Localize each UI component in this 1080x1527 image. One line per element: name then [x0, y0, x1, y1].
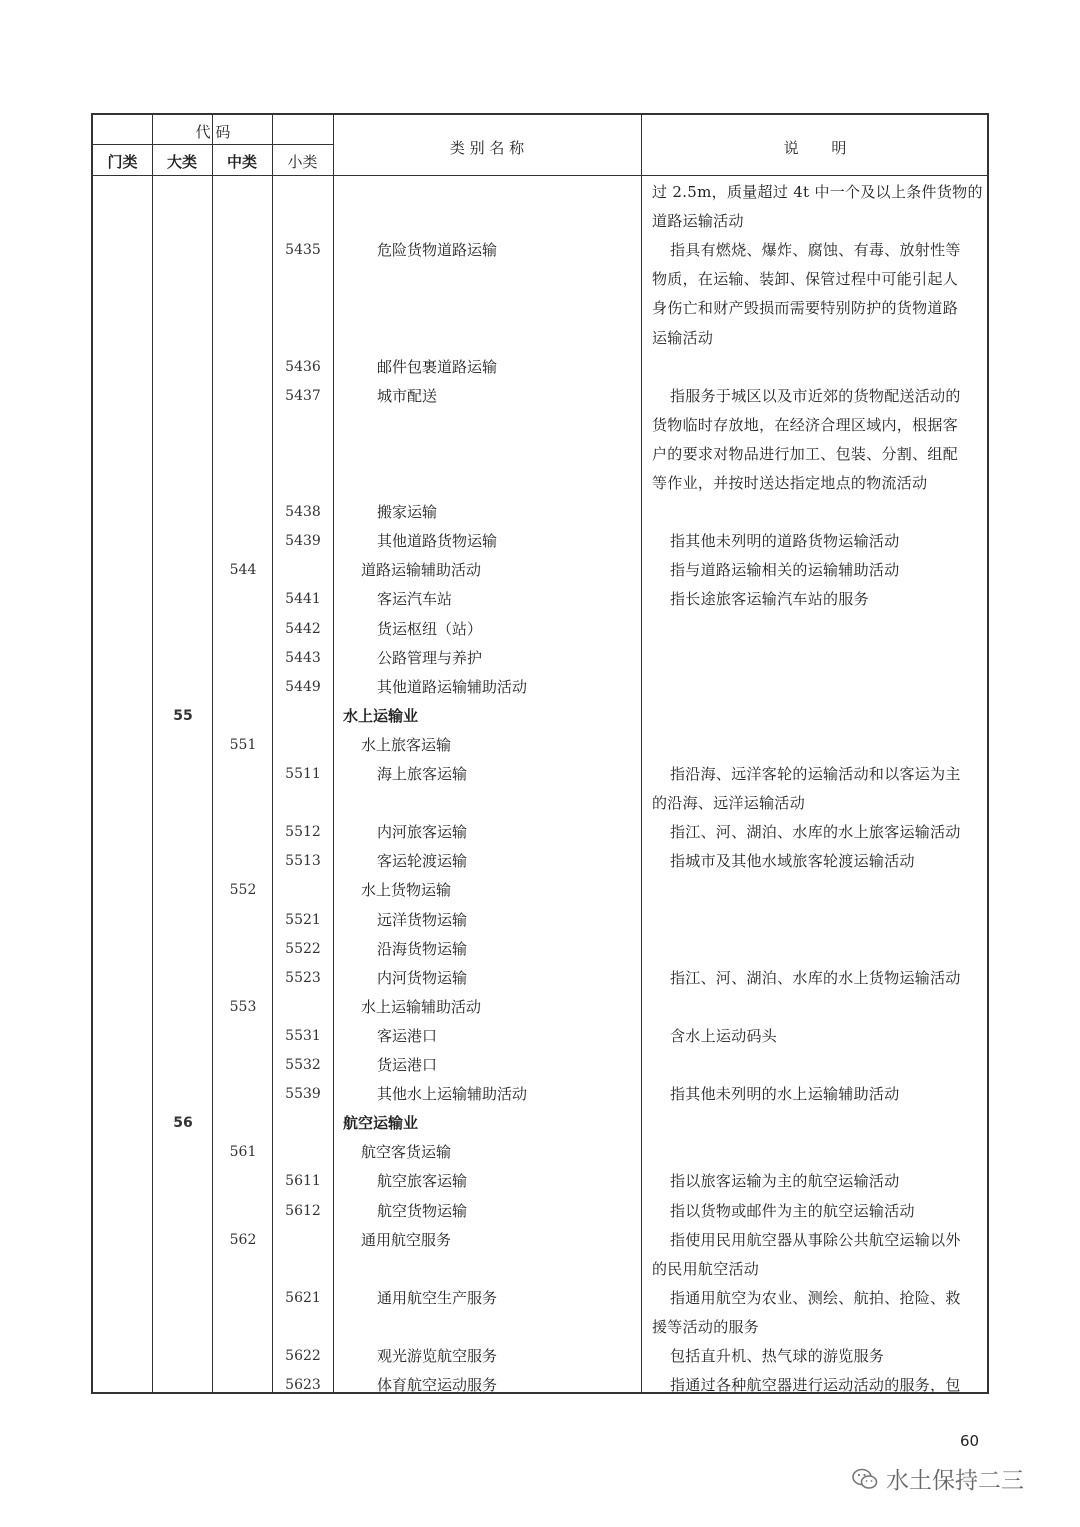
- xiaolei-code: 5449: [285, 678, 321, 695]
- category-name: 客运港口: [377, 1026, 438, 1045]
- table-row: [93, 1080, 987, 1109]
- classification-table: [91, 113, 989, 1394]
- table-row: [93, 353, 987, 382]
- table-row: [93, 789, 987, 818]
- description-text: 指长途旅客运输汽车站的服务: [670, 590, 869, 609]
- header-category-name: 类 别 名 称: [449, 139, 525, 157]
- category-name: 邮件包裹道路运输: [377, 357, 498, 376]
- category-name: 其他道路货物运输: [377, 532, 498, 551]
- category-name: 通用航空服务: [361, 1230, 452, 1249]
- table-row: [93, 1284, 987, 1313]
- description-text: 包括直升机、热气球的游览服务: [670, 1347, 885, 1365]
- table-row: [93, 207, 987, 236]
- xiaolei-code: 5621: [285, 1289, 321, 1306]
- xiaolei-code: 5611: [285, 1173, 321, 1190]
- category-name: 其他道路运输辅助活动: [377, 677, 528, 696]
- category-name: 海上旅客运输: [377, 765, 468, 783]
- table-row: [93, 382, 987, 411]
- header-description: 说 明: [783, 139, 847, 157]
- description-text: 等作业，并按时送达指定地点的物流活动: [652, 474, 928, 492]
- header-code: 代 码: [195, 123, 231, 141]
- table-row: [93, 178, 987, 207]
- xiaolei-code: 5513: [285, 853, 321, 870]
- header-divider: [93, 144, 333, 145]
- description-text: 含水上运动码头: [670, 1026, 778, 1045]
- watermark-text: 水土保持二三: [886, 1468, 1024, 1494]
- description-text: 指江、河、湖泊、水库的水上旅客运输活动: [670, 823, 961, 842]
- table-row: [93, 993, 987, 1022]
- description-text: 物质，在运输、装卸、保管过程中可能引起人: [652, 270, 959, 289]
- table-row: [93, 702, 987, 731]
- category-name: 水上运输辅助活动: [361, 997, 482, 1016]
- category-name: 航空旅客运输: [377, 1172, 468, 1191]
- xiaolei-code: 5436: [285, 358, 321, 375]
- table-row: [93, 1167, 987, 1196]
- category-name: 航空客货运输: [361, 1143, 452, 1162]
- description-text: 指通过各种航空器进行运动活动的服务，包: [670, 1376, 961, 1395]
- category-name: 水上运输业: [343, 706, 419, 725]
- category-name: 货运港口: [377, 1056, 438, 1074]
- table-row: [93, 760, 987, 789]
- description-text: 指其他未列明的道路货物运输活动: [670, 532, 900, 551]
- table-row: [93, 469, 987, 498]
- category-name: 城市配送: [377, 386, 438, 405]
- description-text: 指通用航空为农业、测绘、航拍、抢险、救: [670, 1288, 961, 1307]
- description-text: 指城市及其他水域旅客轮渡运输活动: [670, 852, 915, 871]
- xiaolei-code: 5511: [285, 766, 321, 782]
- table-row: [93, 440, 987, 469]
- xiaolei-code: 5441: [285, 591, 321, 608]
- description-text: 货物临时存放地，在经济合理区域内，根据客: [652, 415, 959, 434]
- category-name: 道路运输辅助活动: [361, 561, 482, 580]
- table-row: [93, 1342, 987, 1371]
- table-row: [93, 556, 987, 585]
- table-row: [93, 1313, 987, 1342]
- category-name: 水上旅客运输: [361, 735, 452, 754]
- category-name: 水上货物运输: [361, 881, 452, 900]
- description-text: 身伤亡和财产毁损而需要特别防护的货物道路: [652, 299, 959, 318]
- category-name: 内河货物运输: [377, 968, 468, 987]
- table-row: [93, 876, 987, 905]
- xiaolei-code: 5522: [285, 940, 321, 957]
- zhonglei-code: 552: [229, 882, 257, 899]
- table-row: [93, 644, 987, 673]
- description-text: 指以货物或邮件为主的航空运输活动: [670, 1201, 915, 1220]
- description-text: 过 2.5m，质量超过 4t 中一个及以上条件货物的: [652, 183, 983, 201]
- header-menlei: 门类: [107, 153, 138, 171]
- xiaolei-code: 5443: [285, 649, 321, 666]
- category-name: 客运汽车站: [377, 590, 453, 609]
- xiaolei-code: 5622: [285, 1348, 321, 1364]
- table-row: [93, 731, 987, 760]
- wechat-icon: [852, 1468, 878, 1496]
- description-text: 的民用航空活动: [652, 1259, 760, 1278]
- table-row: [93, 906, 987, 935]
- description-text: 指与道路运输相关的运输辅助活动: [670, 561, 900, 580]
- description-text: 的沿海、远洋运输活动: [652, 794, 806, 813]
- watermark: [852, 1462, 1024, 1496]
- page-number: 60: [960, 1432, 980, 1450]
- header-zhonglei: 中类: [226, 153, 257, 171]
- table-row: [93, 294, 987, 323]
- category-name: 客运轮渡运输: [377, 852, 468, 871]
- xiaolei-code: 5512: [285, 824, 321, 841]
- category-name: 内河旅客运输: [377, 823, 468, 842]
- header-xiaolei: 小类: [287, 153, 318, 171]
- table-row: [93, 1371, 987, 1400]
- description-text: 援等活动的服务: [652, 1317, 760, 1336]
- table-row: [93, 1051, 987, 1080]
- header-divider: [93, 175, 987, 176]
- xiaolei-code: 5539: [285, 1086, 321, 1103]
- category-name: 航空货物运输: [377, 1201, 468, 1220]
- table-row: [93, 935, 987, 964]
- table-row: [93, 411, 987, 440]
- table-row: [93, 527, 987, 556]
- description-text: 运输活动: [652, 328, 714, 347]
- category-name: 危险货物道路运输: [377, 241, 498, 260]
- table-row: [93, 265, 987, 294]
- category-name: 观光游览航空服务: [377, 1347, 498, 1365]
- zhonglei-code: 562: [229, 1231, 257, 1248]
- xiaolei-code: 5439: [285, 533, 321, 550]
- zhonglei-code: 551: [229, 736, 257, 753]
- table-row: [93, 673, 987, 702]
- table-row: [93, 1022, 987, 1051]
- table-row: [93, 236, 987, 265]
- category-name: 沿海货物运输: [377, 939, 468, 958]
- description-text: 指以旅客运输为主的航空运输活动: [670, 1172, 900, 1191]
- table-row: [93, 818, 987, 847]
- table-row: [93, 1109, 987, 1138]
- xiaolei-code: 5623: [285, 1377, 321, 1394]
- dalei-code: 55: [173, 707, 193, 724]
- table-row: [93, 1226, 987, 1255]
- xiaolei-code: 5521: [285, 911, 321, 928]
- xiaolei-code: 5442: [285, 620, 321, 637]
- description-text: 指江、河、湖泊、水库的水上货物运输活动: [670, 968, 961, 987]
- category-name: 体育航空运动服务: [377, 1376, 498, 1395]
- xiaolei-code: 5523: [285, 969, 321, 986]
- category-name: 搬家运输: [377, 503, 438, 522]
- description-text: 指服务于城区以及市近郊的货物配送活动的: [670, 386, 961, 405]
- description-text: 指具有燃烧、爆炸、腐蚀、有毒、放射性等: [670, 241, 961, 260]
- zhonglei-code: 544: [229, 562, 257, 579]
- table-row: [93, 964, 987, 993]
- description-text: 道路运输活动: [652, 212, 744, 231]
- description-text: 指其他未列明的水上运输辅助活动: [670, 1085, 900, 1104]
- table-row: [93, 585, 987, 614]
- table-row: [93, 1255, 987, 1284]
- header-dalei: 大类: [166, 153, 197, 171]
- table-row: [93, 1138, 987, 1167]
- table-row: [93, 1197, 987, 1226]
- xiaolei-code: 5437: [285, 387, 321, 404]
- xiaolei-code: 5531: [285, 1027, 321, 1044]
- dalei-code: 56: [173, 1115, 193, 1132]
- xiaolei-code: 5532: [285, 1057, 321, 1073]
- description-text: 指沿海、远洋客轮的运输活动和以客运为主: [670, 765, 961, 783]
- table-row: [93, 847, 987, 876]
- zhonglei-code: 561: [229, 1144, 257, 1161]
- category-name: 公路管理与养护: [377, 648, 483, 667]
- category-name: 航空运输业: [343, 1114, 419, 1133]
- description-text: 指使用民用航空器从事除公共航空运输以外: [670, 1230, 961, 1249]
- xiaolei-code: 5438: [285, 504, 321, 521]
- category-name: 远洋货物运输: [377, 910, 468, 929]
- description-text: 户的要求对物品进行加工、包装、分割、组配: [652, 444, 959, 463]
- category-name: 其他水上运输辅助活动: [377, 1085, 528, 1104]
- category-name: 货运枢纽（站）: [377, 619, 483, 638]
- table-row: [93, 615, 987, 644]
- xiaolei-code: 5435: [285, 242, 321, 259]
- zhonglei-code: 553: [229, 998, 257, 1015]
- xiaolei-code: 5612: [285, 1202, 321, 1219]
- table-row: [93, 498, 987, 527]
- category-name: 通用航空生产服务: [377, 1288, 498, 1307]
- table-row: [93, 324, 987, 353]
